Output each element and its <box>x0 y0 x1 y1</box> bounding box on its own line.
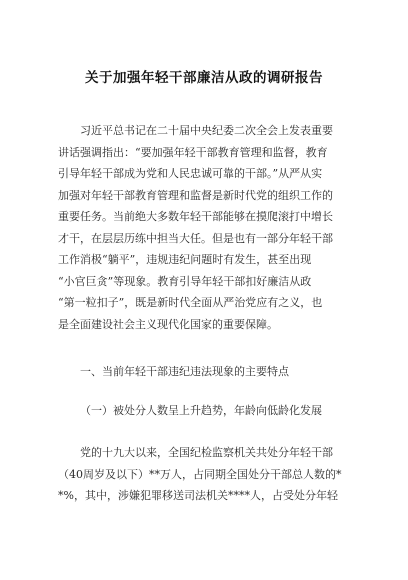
paragraph-line: 引导年轻干部成为党和人民忠诚可靠的干部。”从严从实 <box>58 167 323 180</box>
document-title: 关于加强年轻干部廉洁从政的调研报告 <box>85 70 323 86</box>
paragraph-line: 习近平总书记在二十届中央纪委二次全会上发表重要 <box>80 124 333 137</box>
section-heading: 一、当前年轻干部违纪违法现象的主要特点 <box>80 365 289 378</box>
paragraph-line: 加强对年轻干部教育管理和监督是新时代党的组织工作的 <box>58 188 333 202</box>
paragraph-line: 才干，在层层历练中担当大任。但是也有一部分年轻干部 <box>58 231 333 245</box>
body-paragraph <box>58 442 358 507</box>
paragraph-line: “小官巨贪”等现象。教育引导年轻干部扣好廉洁从政 <box>58 274 312 288</box>
paragraph-line: “第一粒扣子”，既是新时代全面从严治党应有之义，也 <box>58 296 323 309</box>
sub-heading: （一）被处分人数呈上升趋势，年龄向低龄化发展 <box>80 404 322 417</box>
paragraph-line: 党的十九大以来，全国纪检监察机关共处分年轻干部 <box>80 446 333 459</box>
paragraph-line: 工作消极“躺平”，违规违纪问题时有发生，甚至出现 <box>58 253 312 266</box>
paragraph-line: 是全面建设社会主义现代化国家的重要保障。 <box>58 317 278 331</box>
paragraph-line: *%，其中，涉嫌犯罪移送司法机关****人，占受处分年轻 <box>58 489 338 502</box>
paragraph-line: 重要任务。当前绝大多数年轻干部能够在摸爬滚打中增长 <box>58 210 333 223</box>
paragraph-line: （40周岁及以下）**万人，占同期全国处分干部总人数的* <box>58 467 342 481</box>
paragraph-line: 讲话强调指出：“要加强年轻干部教育管理和监督，教育 <box>58 145 328 159</box>
intro-paragraph <box>58 120 358 335</box>
